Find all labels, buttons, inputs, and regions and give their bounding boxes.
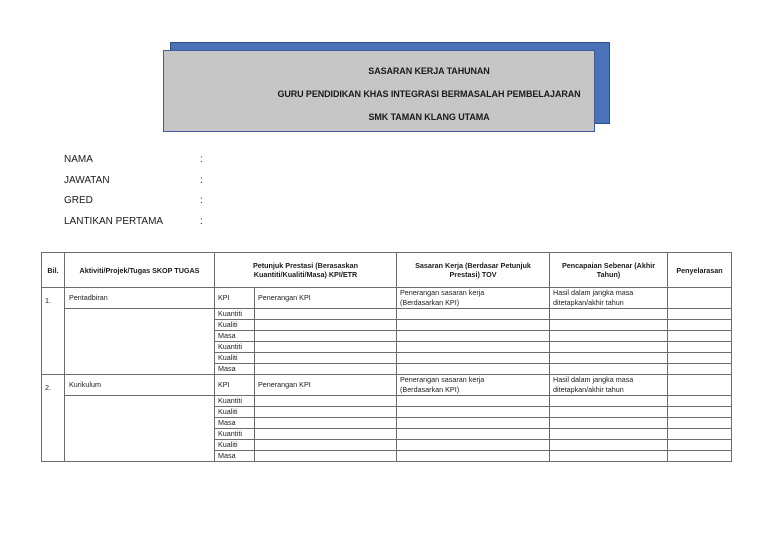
aktiviti-empty-cell <box>65 396 215 462</box>
measure-cell: Kuantiti <box>215 342 255 353</box>
header-title: SASARAN KERJA TAHUNAN <box>368 66 490 76</box>
header-pencapaian: Pencapaian Sebenar (Akhir Tahun) <box>550 253 668 288</box>
measure-cell: Kualiti <box>215 353 255 364</box>
table-row <box>42 288 732 309</box>
info-colon: : <box>200 154 203 165</box>
header-sasaran: Sasaran Kerja (Berdasar Petunjuk Prestasi) TOV <box>397 253 550 288</box>
measure-cell: Kuantiti <box>215 429 255 440</box>
penyelarasan-cell <box>668 288 732 309</box>
table-row <box>42 375 732 396</box>
bil-cell: 2. <box>42 375 65 462</box>
measure-cell: Masa <box>215 364 255 375</box>
info-colon: : <box>200 175 203 186</box>
skt-table <box>41 252 732 462</box>
info-label: GRED <box>64 195 93 206</box>
measure-cell: Kualiti <box>215 407 255 418</box>
pencapaian-cell: Hasil dalam jangka masa ditetapkan/akhir tahun <box>550 375 668 396</box>
aktiviti-empty-cell <box>65 309 215 375</box>
header-penyelarasan: Penyelarasan <box>668 253 732 288</box>
pencapaian-cell: Hasil dalam jangka masa ditetapkan/akhir tahun <box>550 288 668 309</box>
measure-cell: Masa <box>215 451 255 462</box>
sasaran-cell: Penerangan sasaran kerja (Berdasarkan KPI) <box>397 375 550 396</box>
aktiviti-cell: Pentadbiran <box>65 288 215 309</box>
table-header-row <box>42 253 732 288</box>
header-subtitle: GURU PENDIDIKAN KHAS INTEGRASI BERMASALAH PEMBELAJARAN <box>277 89 581 99</box>
measure-cell: Masa <box>215 331 255 342</box>
kpi-desc-cell: Penerangan KPI <box>255 288 397 309</box>
penyelarasan-cell <box>668 375 732 396</box>
info-label: NAMA <box>64 154 93 165</box>
measure-cell: Kualiti <box>215 320 255 331</box>
measure-cell: Masa <box>215 418 255 429</box>
aktiviti-cell: Kurikulum <box>65 375 215 396</box>
header-school: SMK TAMAN KLANG UTAMA <box>368 112 490 122</box>
document-header <box>163 50 595 132</box>
measure-cell: Kualiti <box>215 440 255 451</box>
sasaran-cell: Penerangan sasaran kerja (Berdasarkan KPI) <box>397 288 550 309</box>
measure-cell: Kuantiti <box>215 396 255 407</box>
kpi-cell: KPI <box>215 375 255 396</box>
info-colon: : <box>200 216 203 227</box>
header-aktiviti: Aktiviti/Projek/Tugas SKOP TUGAS <box>65 253 215 288</box>
bil-cell: 1. <box>42 288 65 375</box>
measure-cell: Kuantiti <box>215 309 255 320</box>
table-row <box>42 396 732 407</box>
info-label: JAWATAN <box>64 175 110 186</box>
header-bil: Bil. <box>42 253 65 288</box>
info-colon: : <box>200 195 203 206</box>
info-label: LANTIKAN PERTAMA <box>64 216 164 227</box>
kpi-cell: KPI <box>215 288 255 309</box>
kpi-desc-cell: Penerangan KPI <box>255 375 397 396</box>
table-row <box>42 309 732 320</box>
header-petunjuk: Petunjuk Prestasi (Berasaskan Kuantiti/Kualiti/Masa) KPI/ETR <box>215 253 397 288</box>
